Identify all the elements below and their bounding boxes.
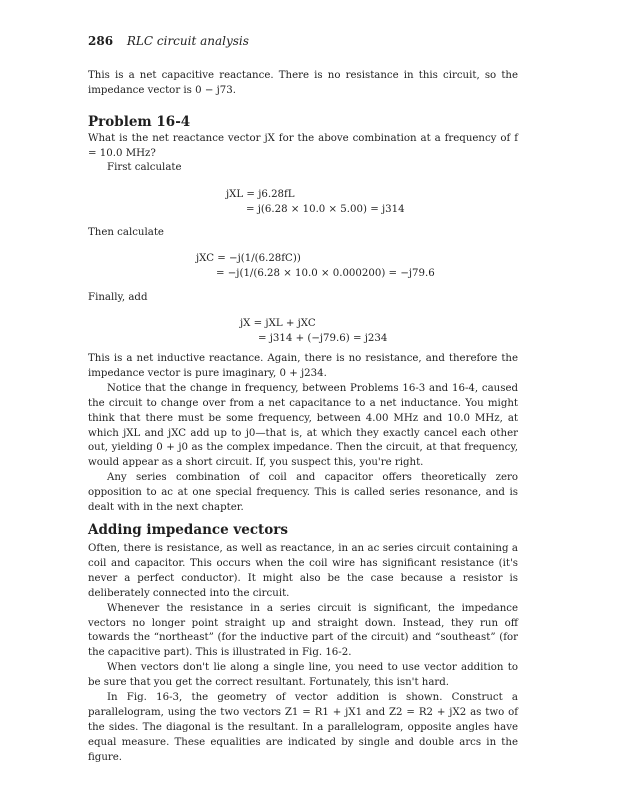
equation-xl — [226, 187, 405, 217]
equation-xl-line2: = j(6.28 × 10.0 × 5.00) = j314 — [246, 204, 405, 215]
page-number: 286 — [88, 34, 114, 48]
discussion-paragraph-2: Notice that the change in frequency, between Problems 16-3 and 16-4, caused the circuit to change over from a net capacitance to a net inductance. You might think that there must be some frequency, between 4.00 MHz and 10.0 MHz, at which jXL and jXC add up to j0—that is, at which they exactly cancel each other out, yielding 0 + j0 as the complex impedance. Then the circuit, at that frequency, would appear as a short circuit. If, you suspect this, you're right. — [88, 382, 518, 469]
section-paragraph-1: Often, there is resistance, as well as reactance, in an ac series circuit containing a coil and capacitor. This occurs when the coil wire has significant resistance (it's never a perfect conductor). It might also be the case because a resistor is deliberately connected into the circuit. — [88, 543, 518, 599]
discussion-paragraph-1: This is a net inductive reactance. Again, there is no resistance, and therefore the impedance vector is pure imaginary, 0 + j234. — [88, 353, 518, 379]
step3-label: Finally, add — [88, 292, 148, 303]
step2-label: Then calculate — [88, 227, 164, 238]
section-paragraph-3: When vectors don't lie along a single line, you need to use vector addition to be sure that you get the correct resultant. Fortunately, this isn't hard. — [88, 662, 518, 689]
section-heading: Adding impedance vectors — [88, 522, 288, 538]
equation-xc-line2: = −j(1/(6.28 × 10.0 × 0.000200) = −j79.6 — [216, 268, 435, 279]
problem-heading: Problem 16-4 — [88, 114, 191, 130]
section-paragraph-2: Whenever the resistance in a series circuit is significant, the impedance vectors no longer point straight up and straight down. Instead, they run off towards the “northeast” (for the inductive part of the circuit) and “southeast” (for the capacitive part). This is illustrated in Fig. 16-2. — [88, 602, 518, 659]
running-header — [88, 34, 249, 48]
running-title: RLC circuit analysis — [126, 34, 249, 48]
equation-sum-line2: = j314 + (−j79.6) = j234 — [258, 333, 388, 344]
intro-paragraph: This is a net capacitive reactance. There is no resistance in this circuit, so the impedance vector is 0 − j73. — [88, 70, 518, 96]
equation-sum-line1: jX = jXL + jXC — [240, 318, 316, 329]
equation-sum — [240, 316, 387, 346]
equation-xc — [196, 251, 435, 281]
equation-xl-line1: jXL = j6.28fL — [226, 189, 295, 200]
section-paragraph-4: In Fig. 16-3, the geometry of vector addition is shown. Construct a parallelogram, using the two vectors Z1 = R1 + jX1 and Z2 = R2 + jX2 as two of the sides. The diagonal is the resultant. In a parallelogram, opposite angles have equal measure. These equalities are indicated by single and double arcs in the figure. — [88, 692, 518, 763]
problem-question: What is the net reactance vector jX for the above combination at a frequency of f = 10.0 MHz? — [88, 133, 518, 159]
discussion-paragraph-3: Any series combination of coil and capacitor offers theoretically zero opposition to ac at one special frequency. This is called series resonance, and is dealt with in the next chapter. — [88, 472, 518, 514]
equation-xc-line1: jXC = −j(1/(6.28fC)) — [196, 253, 301, 264]
step1-label: First calculate — [107, 162, 182, 173]
